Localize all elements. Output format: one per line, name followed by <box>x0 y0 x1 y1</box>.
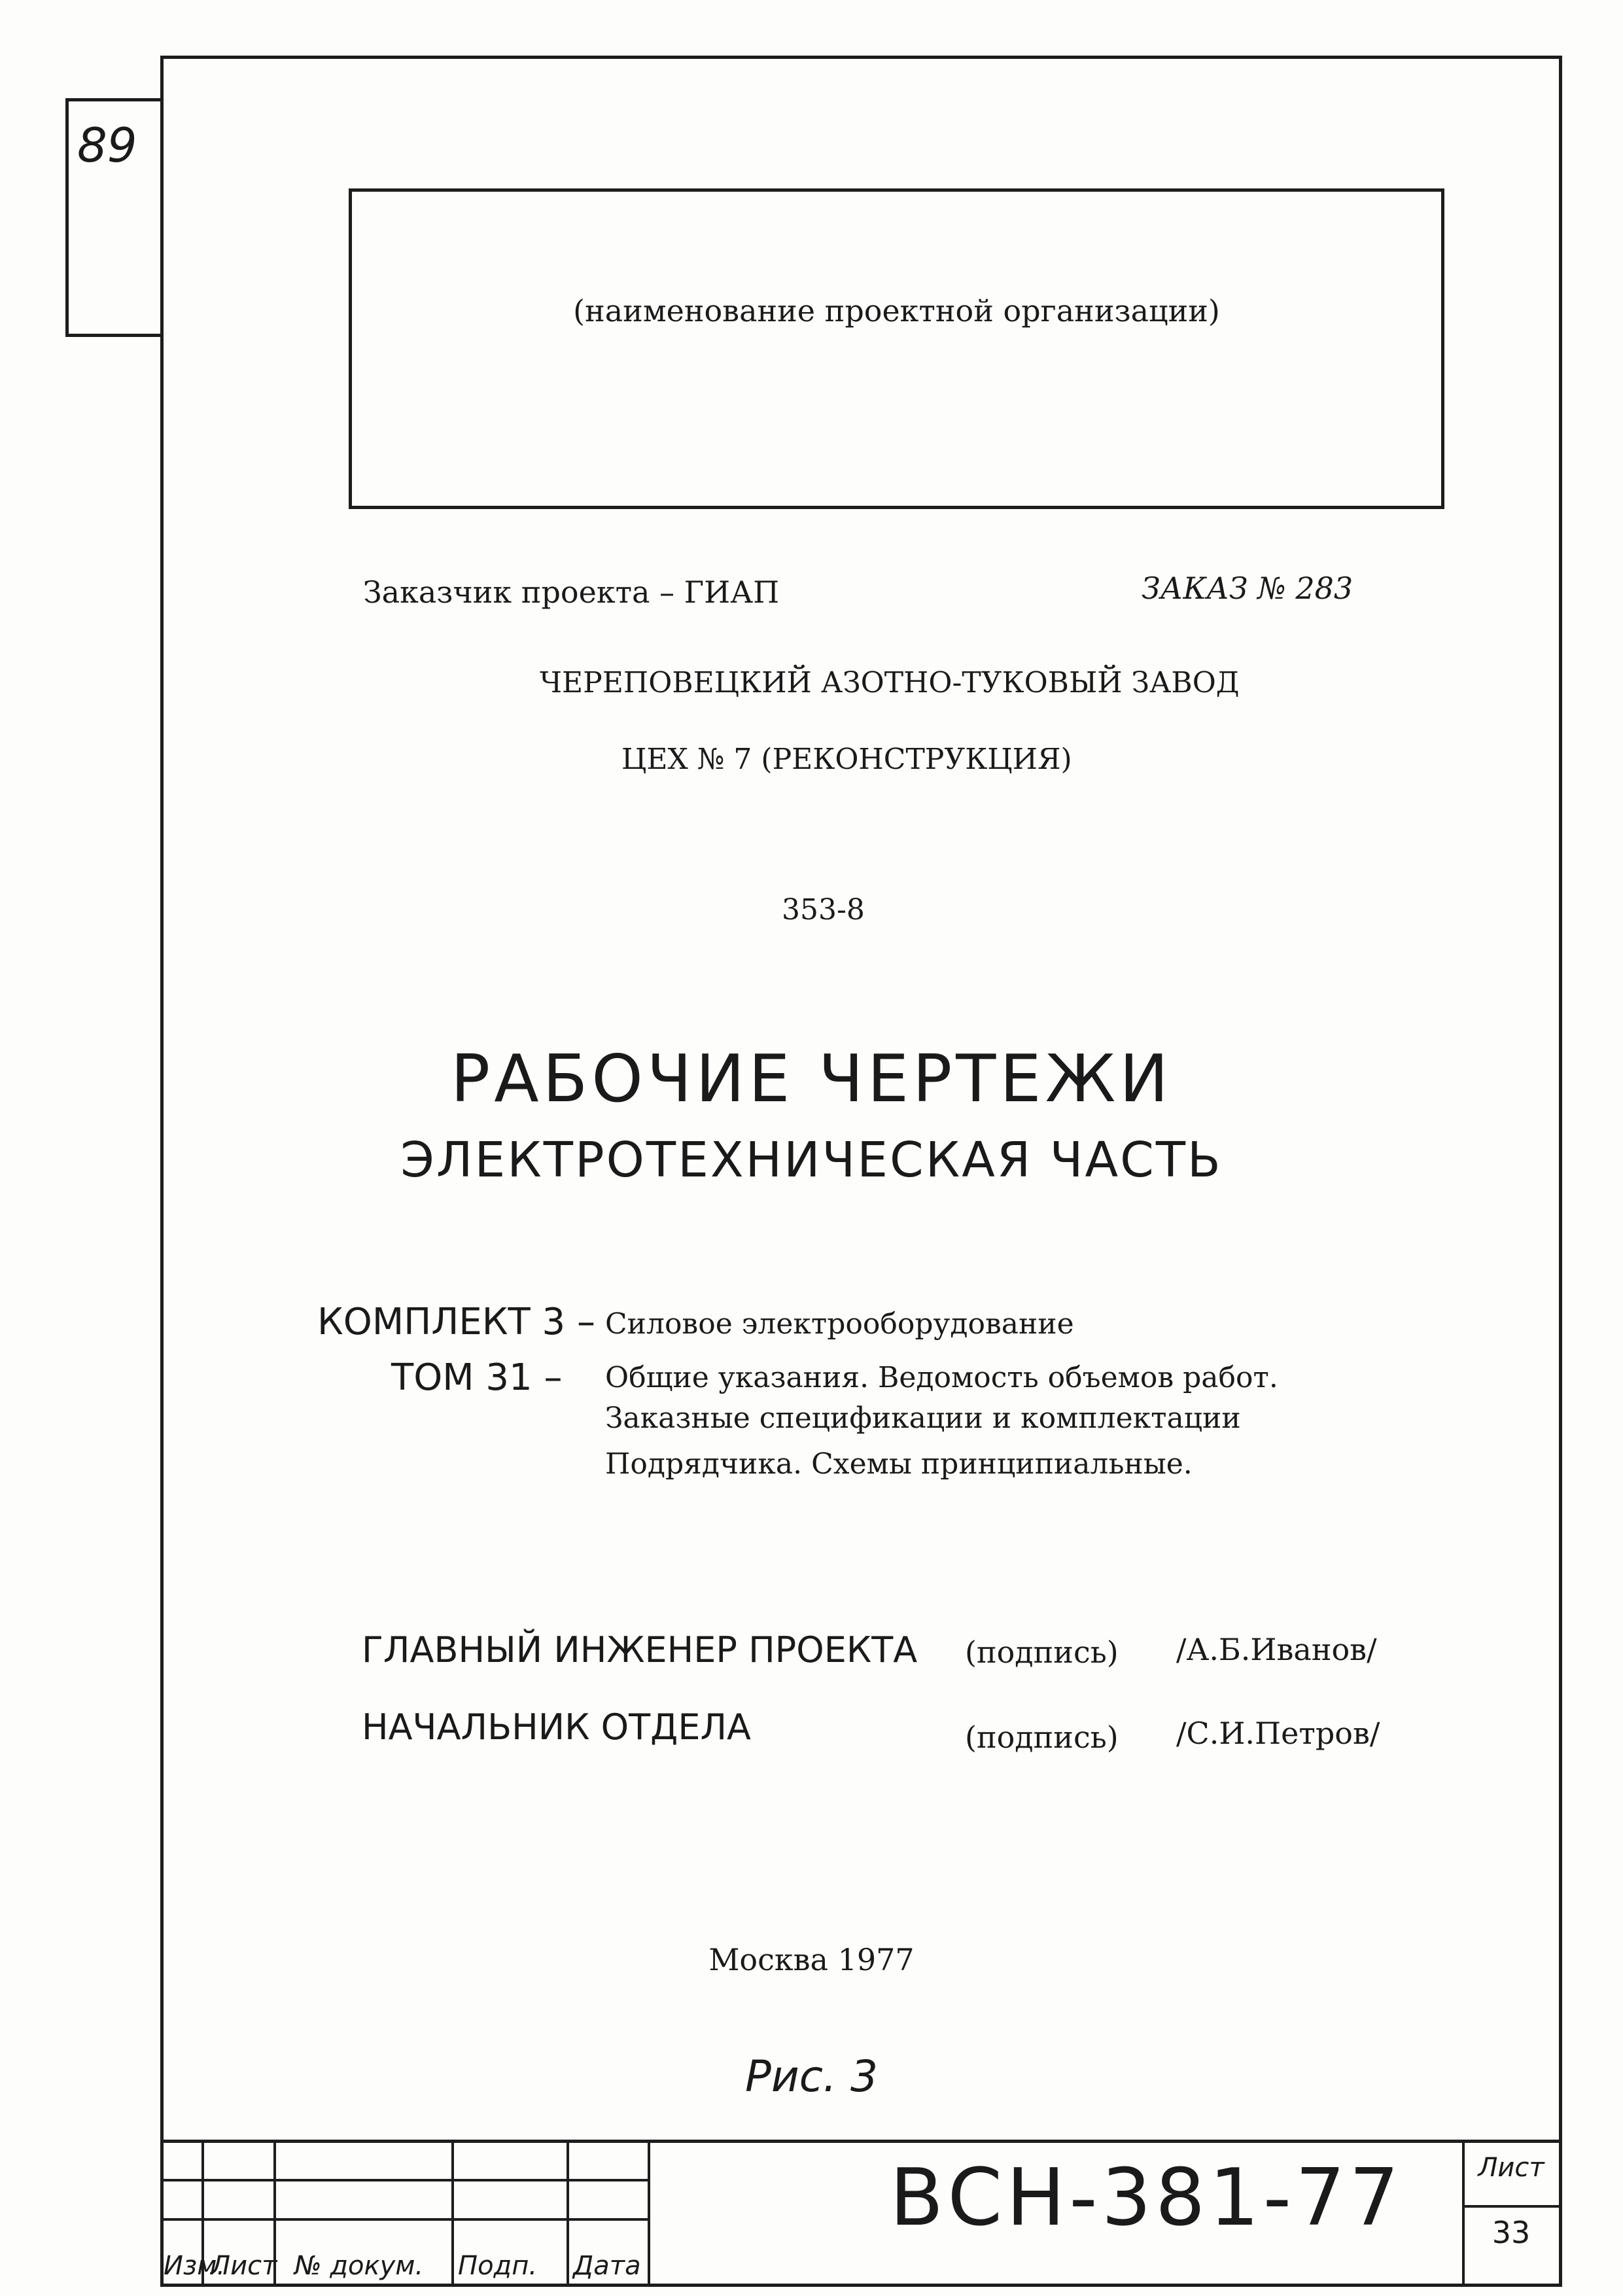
stamp-row-line <box>160 2179 648 2181</box>
department-head-name: /С.И.Петров/ <box>1176 1716 1380 1751</box>
stamp-column-change: Изм. <box>164 2251 226 2281</box>
city-year: Москва 1977 <box>708 1942 915 1977</box>
volume-description-line: Общие указания. Ведомость объемов работ. <box>605 1361 1278 1394</box>
chief-engineer-name: /А.Б.Иванов/ <box>1176 1632 1377 1667</box>
chief-engineer-role: ГЛАВНЫЙ ИНЖЕНЕР ПРОЕКТА <box>362 1629 918 1670</box>
department-head-signature-note: (подпись) <box>965 1720 1119 1755</box>
stamp-column-date: Дата <box>573 2251 641 2281</box>
stamp-row-line <box>1462 2205 1562 2208</box>
volume-description-line: Заказные спецификации и комплектации <box>605 1402 1241 1435</box>
stamp-row-line <box>160 2218 648 2221</box>
document-code: ВСН-381-77 <box>890 2153 1403 2244</box>
document-subtitle: ЭЛЕКТРОТЕХНИЧЕСКАЯ ЧАСТЬ <box>400 1132 1223 1188</box>
plant-name: ЧЕРЕПОВЕЦКИЙ АЗОТНО-ТУКОВЫЙ ЗАВОД <box>540 666 1240 699</box>
customer-line: Заказчик проекта – ГИАП <box>363 574 780 610</box>
stamp-column-sheet: Лист <box>211 2251 277 2281</box>
project-code: 353-8 <box>782 893 865 927</box>
stamp-column-signature: Подп. <box>458 2251 538 2281</box>
department-head-role: НАЧАЛЬНИК ОТДЕЛА <box>362 1706 752 1748</box>
sheet-label: Лист <box>1478 2153 1544 2183</box>
volume-label: ТОМ 31 – <box>391 1356 563 1399</box>
stamp-top-border <box>160 2140 1562 2143</box>
kit-description: Силовое электрооборудование <box>605 1307 1074 1341</box>
chief-engineer-signature-note: (подпись) <box>965 1634 1119 1670</box>
figure-caption: Рис. 3 <box>745 2051 878 2102</box>
volume-description-line: Подрядчика. Схемы принципиальные. <box>605 1447 1193 1481</box>
organization-box <box>349 188 1444 509</box>
sheet-number: 33 <box>1492 2215 1531 2250</box>
organization-caption: (наименование проектной организации) <box>573 293 1220 328</box>
stamp-column-line <box>648 2140 650 2287</box>
document-title: РАБОЧИЕ ЧЕРТЕЖИ <box>450 1040 1173 1117</box>
order-number: ЗАКАЗ № 283 <box>1142 571 1353 606</box>
workshop-name: ЦЕХ № 7 (РЕКОНСТРУКЦИЯ) <box>621 743 1072 776</box>
stamp-column-line <box>451 2140 454 2287</box>
kit-label: КОМПЛЕКТ 3 – <box>317 1301 595 1343</box>
stamp-column-document: № докум. <box>294 2251 424 2281</box>
corner-archive-number: 89 <box>77 118 137 173</box>
stamp-column-line <box>567 2140 569 2287</box>
